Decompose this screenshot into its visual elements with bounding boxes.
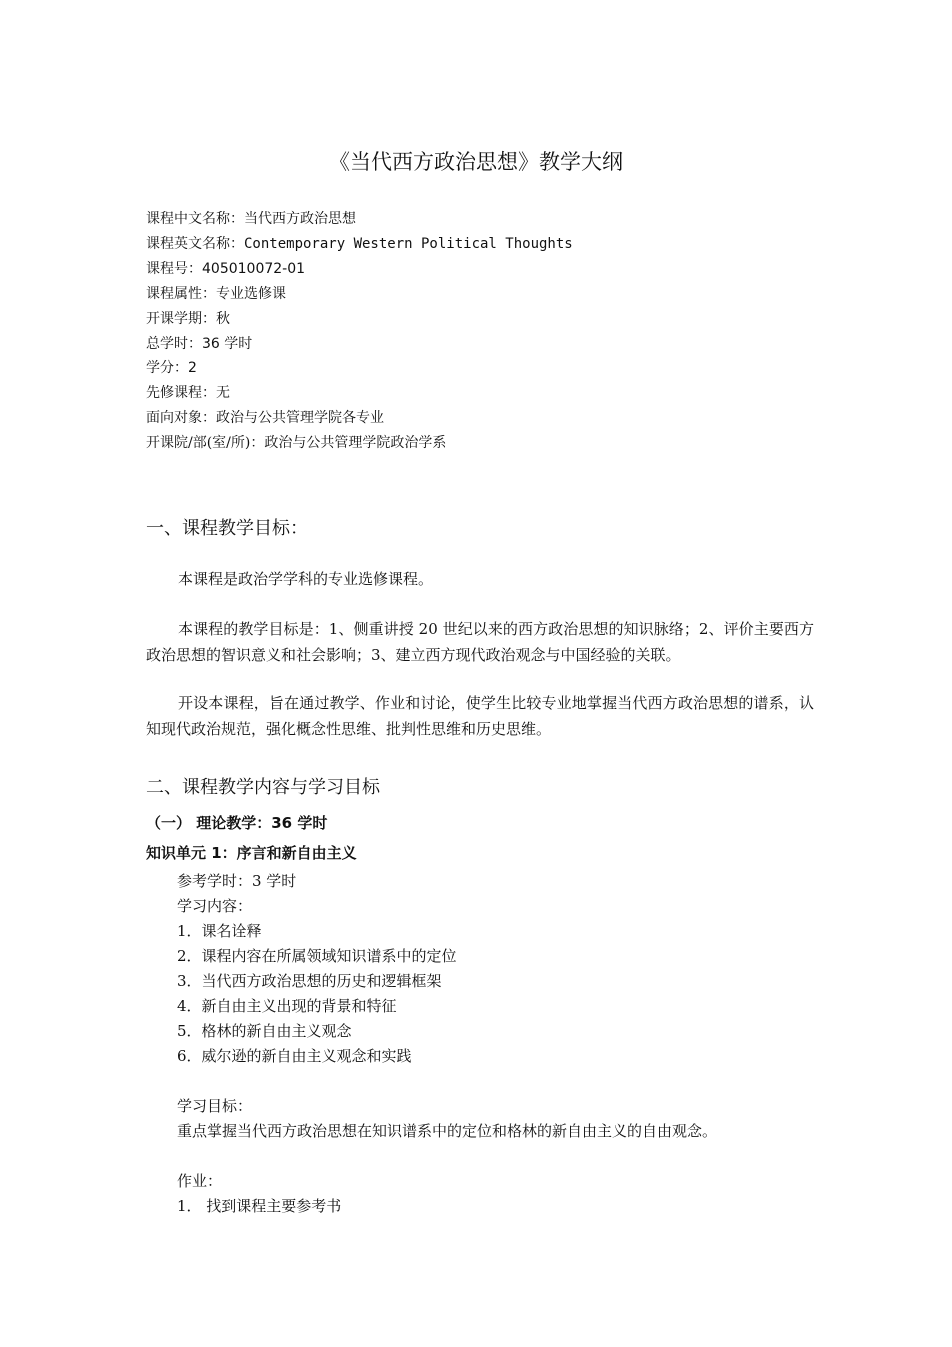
homework-item: 1． 找到课程主要参考书	[177, 1197, 342, 1215]
unit-1-body	[177, 869, 717, 1219]
meta-key: 面向对象：	[146, 410, 216, 427]
section-1-heading: 一、课程教学目标：	[146, 518, 308, 539]
content-item: 3．当代西方政治思想的历史和逻辑框架	[177, 972, 442, 990]
meta-key: 先修课程：	[146, 385, 216, 402]
content-item: 2．课程内容在所属领域知识谱系中的定位	[177, 947, 457, 965]
meta-value: 405010072-01	[202, 260, 306, 277]
department-row	[146, 431, 573, 456]
semester-row	[146, 307, 573, 332]
meta-value: 政治与公共管理学院政治学系	[264, 435, 447, 452]
theory-teaching-subheading: （一） 理论教学：36 学时	[146, 814, 328, 832]
meta-key: 课程号：	[146, 260, 202, 277]
reference-hours: 参考学时：3 学时	[177, 872, 297, 890]
meta-value: 36 学时	[202, 335, 253, 352]
section-1-paragraph: 本课程是政治学学科的专业选修课程。	[178, 570, 434, 588]
meta-value: 当代西方政治思想	[244, 211, 356, 227]
meta-value: 无	[216, 385, 230, 402]
section-2-heading: 二、课程教学内容与学习目标	[146, 777, 380, 798]
meta-key: 开课院/部(室/所)：	[146, 435, 265, 452]
homework-label: 作业：	[177, 1172, 223, 1190]
meta-key: 课程属性：	[146, 285, 216, 302]
audience-row	[146, 406, 573, 431]
course-info	[146, 207, 573, 456]
section-1-paragraph: 本课程的教学目标是：1、侧重讲授 20 世纪以来的西方政治思想的知识脉络；2、评价主要西方政治思想的智识意义和社会影响；3、建立西方现代政治观念与中国经验的关联。	[146, 620, 814, 664]
section-1-paragraph: 开设本课程，旨在通过教学、作业和讨论，使学生比较专业地掌握当代西方政治思想的谱系，认知现代政治规范，强化概念性思维、批判性思维和历史思维。	[146, 694, 814, 738]
course-english-name-row	[146, 232, 573, 257]
meta-value: 专业选修课	[216, 285, 286, 302]
meta-value: 2	[188, 360, 197, 377]
content-item: 4．新自由主义出现的背景和特征	[177, 997, 397, 1015]
document-title: 《当代西方政治思想》教学大纲	[329, 150, 623, 174]
content-label: 学习内容：	[177, 897, 253, 915]
meta-key: 课程英文名称：	[146, 235, 244, 252]
meta-key: 总学时：	[146, 335, 202, 352]
course-type-row	[146, 282, 573, 307]
unit-title: 知识单元 1：序言和新自由主义	[146, 844, 357, 862]
content-item: 1．课名诠释	[177, 922, 262, 940]
meta-key: 开课学期：	[146, 310, 216, 327]
course-chinese-name-row	[146, 207, 573, 232]
goal-text: 重点掌握当代西方政治思想在知识谱系中的定位和格林的新自由主义的自由观念。	[177, 1122, 718, 1140]
total-hours-row	[146, 332, 573, 357]
course-number-row	[146, 257, 573, 282]
content-item: 6．威尔逊的新自由主义观念和实践	[177, 1047, 412, 1065]
content-item: 5．格林的新自由主义观念	[177, 1022, 352, 1040]
meta-value: Contemporary Western Political Thoughts	[244, 235, 573, 252]
credits-row	[146, 356, 573, 381]
goal-label: 学习目标：	[177, 1097, 253, 1115]
meta-key: 学分：	[146, 360, 188, 377]
prerequisite-row	[146, 381, 573, 406]
meta-value: 秋	[216, 310, 230, 327]
meta-key: 课程中文名称：	[146, 211, 244, 227]
meta-value: 政治与公共管理学院各专业	[216, 410, 384, 427]
